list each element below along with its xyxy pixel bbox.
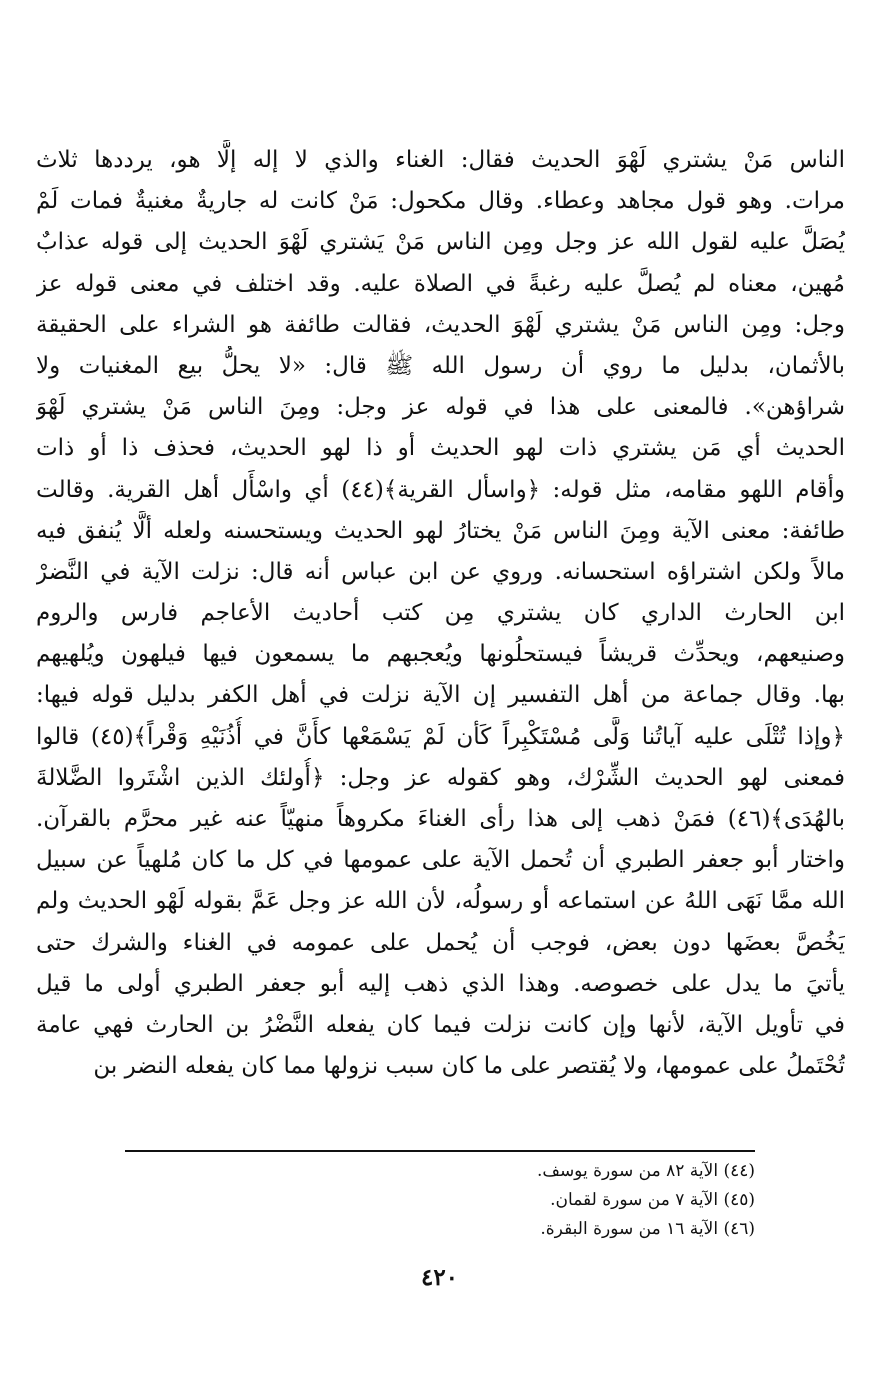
body-line: مُهين، معناه لم يُصلَّ عليه رغبةً في الصلاة عليه. وقد اختلف في معنى قوله عز (36, 270, 845, 297)
body-line: وصنيعهم، ويحدِّث قريشاً فيستحلُونها ويُعجبهم ما يسمعون فيها فيلهون ويُلهيهم (36, 641, 845, 668)
body-line: في تأويل الآية، لأنها وإن كانت نزلت فيما كان يفعله النَّضْرُ بن الحارث فهي عامة (36, 1011, 845, 1038)
footnote: (٤٤) الآية ٨٢ من سورة يوسف. (536, 1161, 755, 1181)
page-number: ٤٢٠ (420, 1264, 459, 1291)
body-line: مالاً ولكن اشتراؤه استحسانه. وروي عن ابن عباس أنه قال: نزلت الآية في النَّضرْ (36, 558, 845, 585)
body-line: الناس مَنْ يشتري لَهْوَ الحديث فقال: الغناء والذي لا إله إلَّا هو، يرددها ثلاث (36, 147, 845, 173)
body-line: يُصَلَّ عليه لقول الله عز وجل ومِن الناس مَنْ يَشتري لَهْوَ الحديث إلى قوله عذابٌ (36, 229, 845, 256)
body-line: الله ممَّا نَهَى اللهُ عن استماعه أو رسولُه، لأن الله عز وجل عَمَّ بقوله لَهْو الحديث ولم (36, 888, 845, 915)
footnotes (55, 1157, 755, 1244)
footnote: (٤٦) الآية ١٦ من سورة البقرة. (540, 1219, 755, 1239)
footnote: (٤٥) الآية ٧ من سورة لقمان. (550, 1190, 755, 1210)
body-line: بالأثمان، بدليل ما روي أن رسول الله ﷺ قال: «لا يحلُّ بيع المغنيات ولا (36, 352, 845, 379)
body-line: يَخُصَّ بعضَها دون بعض، فوجب أن يُحمل على عمومه في الغناء والشرك حتى (36, 929, 845, 956)
body-line: بالهُدَى﴾(٤٦) فمَنْ ذهب إلى هذا رأى الغناءَ مكروهاً منهيّاً عنه غير محرَّم بالقرآن. (36, 806, 845, 832)
body-line: ابن الحارث الداري كان يشتري مِن كتب أحاديث الأعاجم فارس والروم (36, 600, 845, 627)
body-line: مرات. وهو قول مجاهد وعطاء. وقال مكحول: مَنْ كانت له جاريةٌ مغنيةٌ فمات لَمْ (36, 188, 845, 215)
body-line: يأتيَ ما يدل على خصوصه. وهذا الذي ذهب إليه أبو جعفر الطبري أولى ما قيل (36, 970, 845, 997)
body-line: طائفة: معنى الآية ومِنَ الناس مَنْ يختارُ لهو الحديث ويستحسنه ولعله ألَّا يُنفق فيه (36, 517, 845, 544)
body-line: فمعنى لهو الحديث الشِّرْك، وهو كقوله عز وجل: ﴿أُولئك الذين اشْتَروا الضَّلالةَ (36, 764, 845, 791)
body-text (36, 140, 845, 1087)
body-line: تُحْتَملُ على عمومها، ولا يُقتصر على ما كان سبب نزولها مما كان يفعله النضر بن (93, 1053, 845, 1080)
body-line: وأقام اللهو مقامه، مثل قوله: ﴿واسأل القرية﴾(٤٤) أي واسْأَل أهل القرية. وقالت (36, 476, 845, 503)
body-line: الحديث أي مَن يشتري ذات لهو الحديث أو ذا لهو الحديث، فحذف ذا أو ذات (36, 435, 845, 462)
body-line: واختار أبو جعفر الطبري أن تُحمل الآية على عمومها في كل ما كان مُلهياً عن سبيل (36, 847, 845, 874)
body-line: بها. وقال جماعة من أهل التفسير إن الآية نزلت في أهل الكفر بدليل قوله فيها: (36, 682, 845, 709)
body-line: شراؤهن». فالمعنى على هذا في قوله عز وجل: ومِنَ الناس مَنْ يشتري لَهْوَ (36, 394, 845, 421)
footnote-divider (125, 1150, 755, 1152)
body-line: ﴿وإذا تُتْلَى عليه آياتُنا وَلَّى مُسْتَكْبِراً كَأن لَمْ يَسْمَعْها كأَنَّ في أُذُنَيْهِ وَقْراً﴾(٤٥) قالوا (36, 723, 845, 750)
body-line: وجل: ومِن الناس مَنْ يشتري لَهْوَ الحديث، فقالت طائفة هو الشراء على الحقيقة (36, 311, 845, 338)
